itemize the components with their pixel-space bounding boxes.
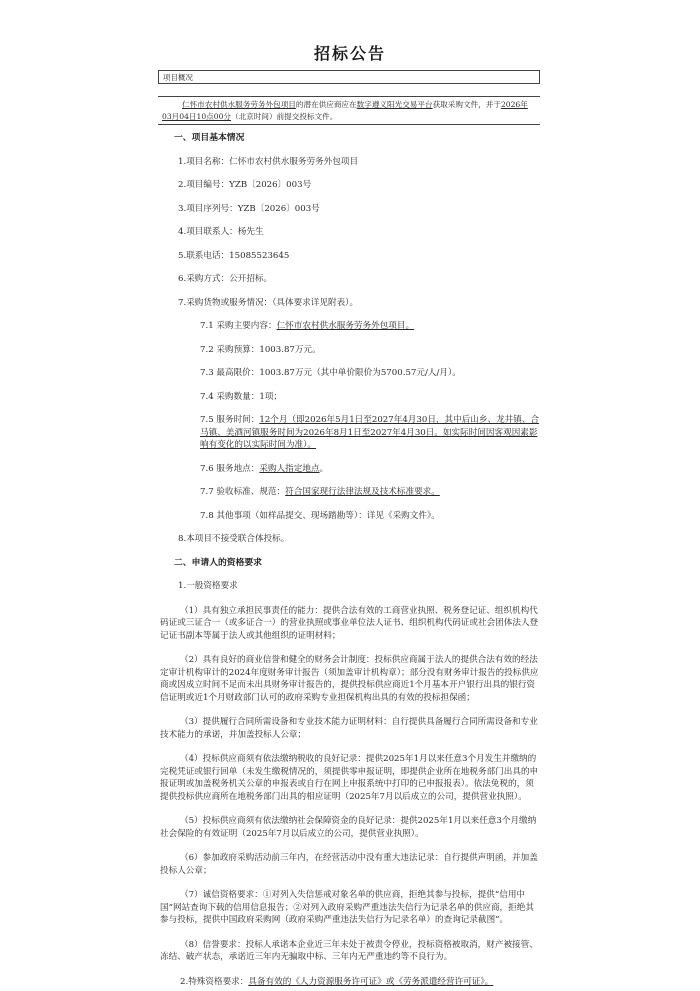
- notice-text-1: 的潜在供应商应在: [295, 100, 357, 109]
- service-location-value: 采购人指定地点: [259, 463, 320, 474]
- item-contact-person: 4.项目联系人：杨先生: [178, 227, 264, 237]
- notice-text-3: （北京时间）前提交投标文件。: [231, 112, 338, 121]
- overview-label-box: 项目概况: [158, 70, 540, 84]
- document-body: [160, 132, 540, 988]
- notice-text-2: 获取采购文件，并于: [432, 100, 501, 109]
- item-project-serial: 3.项目序列号：YZB〔2026〕003号: [178, 203, 320, 214]
- special-qualification-label: 2.特殊资格要求：: [180, 976, 249, 987]
- item-no-consortium: 8.本项目不接受联合体投标。: [178, 534, 290, 544]
- item-budget: 7.2 采购预算：1003.87万元。: [200, 344, 321, 355]
- qualification-para-8: （8）信誉要求：投标人承诺本企业近三年未处于被责令停业，投标资格被取消，财产被接管、冻结、破产状态，承诺近三年内无骗取中标、三年内无严重违约等不良行为。: [160, 939, 538, 962]
- general-qualification-label: 1.一般资格要求: [178, 581, 238, 591]
- special-qualification: [160, 976, 540, 989]
- service-location-label: 7.6 服务地点：: [200, 463, 260, 474]
- acceptance-label: 7.7 验收标准、规范：: [200, 487, 286, 497]
- notice-project-name: 仁怀市农村供水服务劳务外包项目: [182, 100, 296, 109]
- qualification-para-5: （5）投标供应商须有依法缴纳社会保障资金的良好记录：提供2025年1月以来任意3个月缴纳社会保险的有效证明（2025年7月以后成立的公司，提供营业执照）。: [160, 816, 537, 839]
- service-location-end: 。: [319, 463, 329, 474]
- item-quantity: 7.4 采购数量：1项；: [200, 391, 283, 402]
- item-project-number: 2.项目编号：YZB〔2026〕003号: [178, 180, 312, 190]
- item-other-matters: 7.8 其他事项（如样品提交、现场踏勘等）：详见《采购文件》。: [200, 510, 440, 521]
- item-acceptance-standard: [200, 486, 540, 499]
- notice-platform: 数字遵义阳光交易平台: [356, 100, 433, 109]
- item-max-price: 7.3 最高限价：1003.87万元（其中单价限价为5700.57元/人/月）。: [200, 368, 461, 378]
- service-time-value: 12个月（即2026年5月1日至2027年4月30日，其中后山乡、龙井镇、合马镇、美酒河镇服务时间为2026年8月1日至2027年4月30日。如实际时间因客观因素影响有变化的以实际时间为准）。: [200, 415, 540, 450]
- qualification-para-6: （6）参加政府采购活动前三年内，在经营活动中没有重大违法记录：自行提供声明函，并加盖投标人公章；: [160, 853, 538, 876]
- item-main-content: [200, 320, 540, 333]
- main-content-value: 仁怀市农村供水服务劳务外包项目。: [276, 321, 415, 331]
- item-contact-phone: 5.联系电话：15085523645: [178, 250, 290, 261]
- qualification-para-2: （2）具有良好的商业信誉和健全的财务会计制度：投标供应商属于法人的提供合法有效的经法定审计机构审计的2024年度财务审计报告（须加盖审计机构章）；部分没有财务审计报告的投标供应商或因成立时间不足而未出具财务审计报告的，提供投标供应商近1个月基本开户银行出具的银行资信证明或近1个月财政部门认可的政府采购专业担保机构出具的有效的投标担保函；: [160, 655, 539, 703]
- item-service-time: [200, 414, 540, 452]
- overview-notice: [158, 96, 540, 125]
- section-heading-qualification: 二、申请人的资格要求: [174, 557, 262, 568]
- item-procurement-method: 6.采购方式：公开招标。: [178, 274, 273, 284]
- item-service-location: [200, 463, 540, 476]
- acceptance-value: 符合国家现行法律法规及技术标准要求。: [285, 487, 440, 497]
- special-qualification-value: 具备有效的《人力资源服务许可证》或《劳务派遣经营许可证》。: [248, 976, 494, 987]
- qualification-para-4: （4）投标供应商须有依法缴纳税收的良好记录：提供2025年1月以来任意3个月发生并缴纳的完税凭证或银行回单（未发生缴税情况的，须提供零申报证明，即提供企业所在地税务部门出具的申报证明或加盖税务机关公章的申报表或自行在网上申报系统中打印的已申报报表）。依法免税的，须提供投标供应商所在地税务部门出具的相应证明（2025年7月以后成立的公司，提供营业执照）。: [160, 754, 539, 802]
- page-title: 招标公告: [313, 44, 386, 63]
- item-goods-services: 7.采购货物或服务情况：（具体要求详见附表）。: [178, 297, 359, 308]
- item-project-name: 1.项目名称：仁怀市农村供水服务劳务外包项目: [178, 156, 359, 167]
- notice-deadline: 2026年03月04日10点00分: [162, 100, 528, 121]
- qualification-para-1: （1）具有独立承担民事责任的能力：提供合法有效的工商营业执照、税务登记证、组织机构代码证或三证合一（或多证合一）的营业执照或事业单位法人证书、组织机构代码证或社会团体法人登记证书副本等属于法人或其他组织的证明材料；: [160, 605, 539, 641]
- main-content-label: 7.1 采购主要内容：: [200, 321, 277, 331]
- section-heading-basic-info: 一、项目基本情况: [174, 133, 245, 143]
- qualification-para-7: （7）诚信资格要求：①对列入失信惩戒对象名单的供应商，拒绝其参与投标，提供“信用中国”网站查询下载的信用信息报告；②对列入政府采购严重违法失信行为记录名单的供应商，拒绝其参与投标，提供中国政府采购网（政府采购严重违法失信行为记录名单）的查询记录截图”。: [160, 890, 534, 925]
- qualification-para-3: （3）提供履行合同所需设备和专业技术能力证明材料：自行提供具备履行合同所需设备和专业技术能力的承诺，并加盖投标人公章；: [160, 717, 538, 740]
- service-time-label: 7.5 服务时间：: [200, 415, 260, 425]
